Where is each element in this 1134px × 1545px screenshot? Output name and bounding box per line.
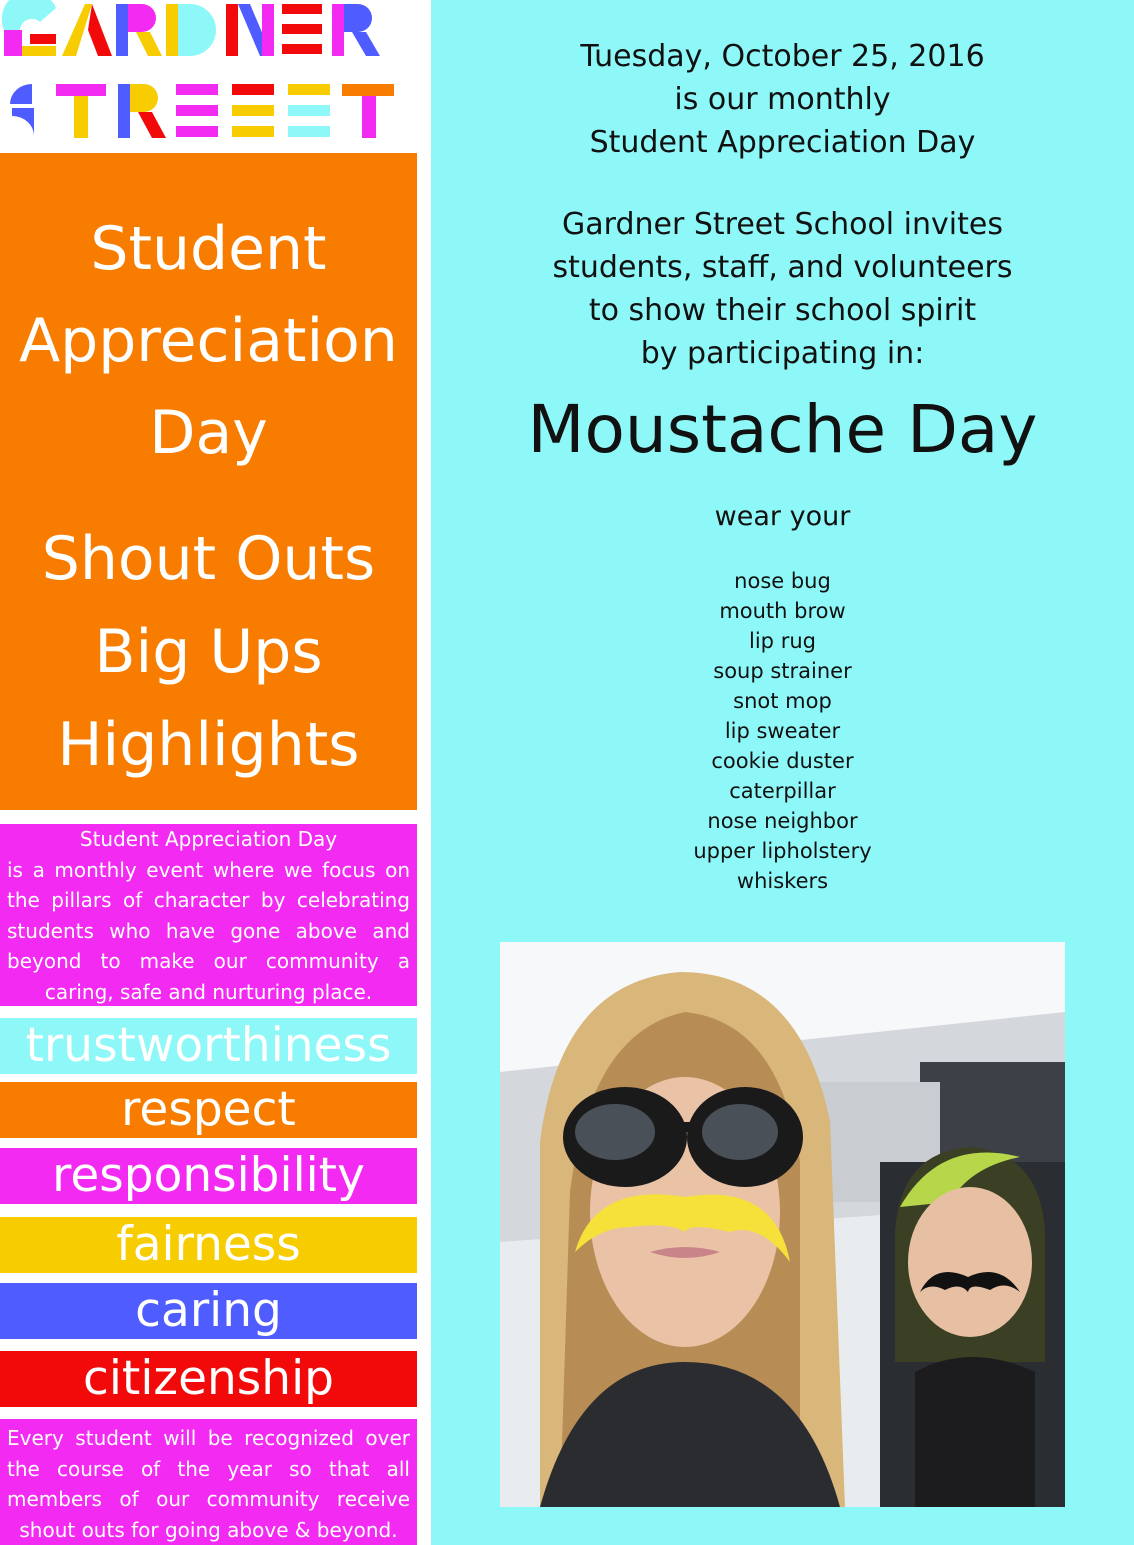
pillar-caring: caring — [0, 1283, 417, 1339]
date-line-2: is our monthly — [674, 82, 891, 117]
list-item: upper lipholstery — [693, 839, 872, 863]
title-line-3: Day — [149, 398, 268, 468]
list-item: lip sweater — [724, 719, 841, 743]
sub-line-2: Big Ups — [94, 617, 323, 687]
date-line-1: Tuesday, October 25, 2016 — [580, 39, 985, 74]
wear-label: wear your — [714, 501, 851, 532]
title-line-1: Student — [90, 214, 327, 284]
pillar-citizenship: citizenship — [0, 1351, 417, 1407]
date-line-3: Student Appreciation Day — [589, 125, 976, 160]
list-item: lip rug — [749, 629, 816, 653]
intro-description — [0, 824, 417, 1006]
title-line-2: Appreciation — [19, 306, 398, 376]
list-item: caterpillar — [729, 779, 836, 803]
pillar-respect: respect — [0, 1082, 417, 1138]
pillar-fairness: fairness — [0, 1217, 417, 1273]
list-item: soup strainer — [713, 659, 852, 683]
list-item: mouth brow — [719, 599, 846, 623]
gardner-street-logo — [0, 0, 417, 145]
pillar-trustworthiness: trustworthiness — [0, 1018, 417, 1074]
panel-title — [0, 203, 417, 479]
sub-line-3: Highlights — [57, 710, 360, 780]
logo-gardner-word — [2, 0, 380, 56]
list-item: nose bug — [734, 569, 831, 593]
outro-description — [0, 1419, 417, 1545]
moustache-nicknames — [431, 566, 1134, 896]
list-item: whiskers — [736, 869, 829, 893]
sub-line-1: Shout Outs — [41, 524, 376, 594]
list-item: nose neighbor — [707, 809, 858, 833]
announcement-panel — [431, 0, 1134, 1545]
moustache-selfie-photo — [500, 942, 1065, 1507]
list-item: snot mop — [733, 689, 832, 713]
event-title: Moustache Day — [527, 391, 1038, 468]
invite-line-2: students, staff, and volunteers — [552, 250, 1013, 285]
date-announcement — [431, 35, 1134, 164]
pillar-responsibility: responsibility — [0, 1148, 417, 1204]
outro-body: Every student will be recognized over the course of the year so that all members of our community receive — [7, 1426, 410, 1511]
invite-line-1: Gardner Street School invites — [562, 207, 1003, 242]
invitation-text — [431, 203, 1134, 375]
intro-body: is a monthly event where we focus on the pillars of character by celebrating students who have gone above and beyond to make our community a caring, safe and nurturing place. — [7, 857, 410, 1004]
logo-street-word — [10, 84, 394, 138]
list-item: cookie duster — [711, 749, 854, 773]
invite-line-4: by participating in: — [640, 336, 925, 371]
invite-line-3: to show their school spirit — [588, 293, 977, 328]
panel-subtitle — [0, 513, 417, 792]
intro-heading: Student Appreciation Day — [79, 827, 338, 851]
student-appreciation-panel — [0, 153, 417, 810]
outro-last-line: shout outs for going above & beyond. — [19, 1517, 398, 1542]
